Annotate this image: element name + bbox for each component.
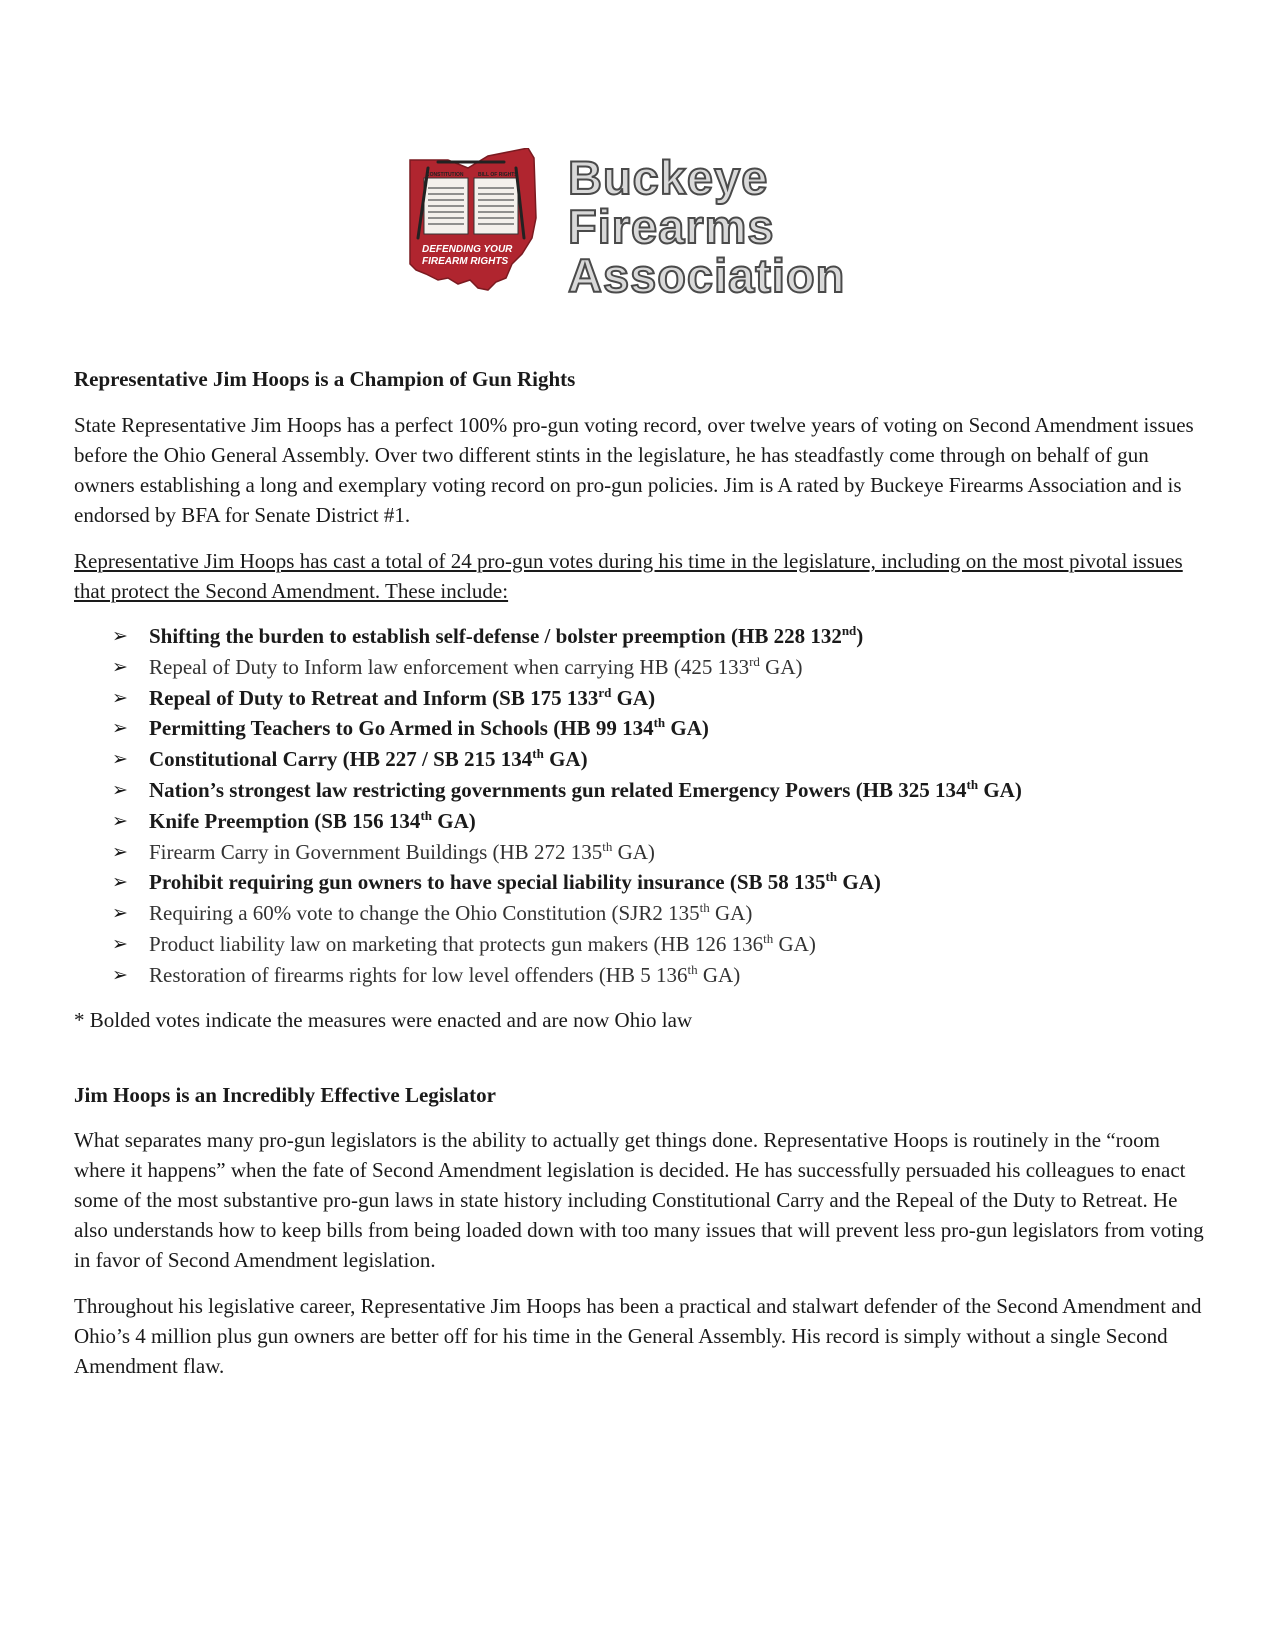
arrow-bullet-icon: ➢ bbox=[112, 717, 128, 740]
arrow-bullet-icon: ➢ bbox=[112, 748, 128, 771]
section-heading-effective: Jim Hoops is an Incredibly Effective Legislator bbox=[74, 1083, 496, 1107]
vote-item bbox=[74, 621, 1204, 652]
vote-item bbox=[74, 837, 1204, 868]
arrow-bullet-icon: ➢ bbox=[112, 840, 128, 863]
vote-item bbox=[74, 806, 1204, 837]
vote-item bbox=[74, 652, 1204, 683]
vote-text: Permitting Teachers to Go Armed in Schools (HB 99 134th GA) bbox=[149, 715, 709, 741]
badge-tagline-1: DEFENDING YOUR bbox=[422, 244, 513, 255]
vote-text: Requiring a 60% vote to change the Ohio Constitution (SJR2 135th GA) bbox=[149, 900, 753, 926]
section-heading-champion: Representative Jim Hoops is a Champion of Gun Rights bbox=[74, 367, 576, 391]
logo-word-buckeye: Buckeye bbox=[568, 151, 769, 204]
vote-text: Restoration of firearms rights for low level offenders (HB 5 136th GA) bbox=[149, 961, 741, 987]
logo-word-firearms: Firearms bbox=[568, 200, 775, 253]
section-effective bbox=[74, 1080, 1204, 1381]
vote-text: Prohibit requiring gun owners to have special liability insurance (SB 58 135th GA) bbox=[149, 869, 881, 895]
vote-item bbox=[74, 867, 1204, 898]
section-champion bbox=[74, 364, 1204, 1035]
arrow-bullet-icon: ➢ bbox=[112, 809, 128, 832]
badge-tagline-2: FIREARM RIGHTS bbox=[422, 256, 509, 267]
effective-paragraph-2: Throughout his legislative career, Representative Jim Hoops has been a practical and stalwart defender of the Second Amendment and Ohio’s 4 million plus gun owners are better off for his time in the General Assembly. His record is simply without a single Second Amendment flaw. bbox=[74, 1294, 1202, 1378]
vote-text: Nation’s strongest law restricting governments gun related Emergency Powers (HB 325 134th GA) bbox=[149, 776, 1022, 802]
arrow-bullet-icon: ➢ bbox=[112, 963, 128, 986]
vote-text: Repeal of Duty to Retreat and Inform (SB 175 133rd GA) bbox=[149, 684, 656, 710]
vote-text: Constitutional Carry (HB 227 / SB 215 134th GA) bbox=[149, 746, 588, 772]
vote-text: Knife Preemption (SB 156 134th GA) bbox=[149, 807, 476, 833]
ohio-badge-emblem bbox=[408, 148, 558, 298]
vote-item bbox=[74, 929, 1204, 960]
buckeye-firearms-logo bbox=[408, 148, 858, 308]
arrow-bullet-icon: ➢ bbox=[112, 932, 128, 955]
vote-text: Firearm Carry in Government Buildings (HB 272 135th GA) bbox=[149, 838, 655, 864]
arrow-bullet-icon: ➢ bbox=[112, 625, 128, 647]
vote-item bbox=[74, 960, 1204, 991]
logo-word-association: Association bbox=[568, 249, 846, 302]
arrow-bullet-icon: ➢ bbox=[112, 686, 128, 709]
vote-item bbox=[74, 683, 1204, 714]
champion-paragraph: State Representative Jim Hoops has a perfect 100% pro-gun voting record, over twelve years of voting on Second Amendment issues before the Ohio General Assembly. Over two different stints in the legislature, he has steadfastly come through on behalf of gun owners establishing a long and exemplary voting record on pro-gun policies. Jim is A rated by Buckeye Firearms Association and is endorsed by BFA for Senate District #1. bbox=[74, 413, 1194, 527]
badge-label-bill-of-rights: BILL OF RIGHTS bbox=[478, 172, 518, 178]
vote-text: Shifting the burden to establish self-defense / bolster preemption (HB 228 132nd) bbox=[149, 623, 864, 648]
arrow-bullet-icon: ➢ bbox=[112, 871, 128, 894]
vote-item bbox=[74, 713, 1204, 744]
vote-item bbox=[74, 775, 1204, 806]
arrow-bullet-icon: ➢ bbox=[112, 902, 128, 925]
vote-item bbox=[74, 744, 1204, 775]
vote-text: Repeal of Duty to Inform law enforcement when carrying HB (425 133rd GA) bbox=[149, 653, 803, 679]
votes-list bbox=[74, 621, 1204, 991]
effective-paragraph-1: What separates many pro-gun legislators is the ability to actually get things done. Representative Hoops is routinely in the “room where it happens” when the fate of Second Amendment legislation is decided. He has successfully persuaded his colleagues to enact some of the most substantive pro-gun laws in state history including Constitutional Carry and the Repeal of the Duty to Retreat. He also understands how to keep bills from being loaded down with too many issues that will prevent less pro-gun legislators from voting in favor of Second Amendment legislation. bbox=[74, 1128, 1204, 1272]
badge-label-constitution: CONSTITUTION bbox=[426, 172, 464, 178]
arrow-bullet-icon: ➢ bbox=[112, 778, 128, 801]
arrow-bullet-icon: ➢ bbox=[112, 655, 128, 678]
votes-footnote: * Bolded votes indicate the measures were enacted and are now Ohio law bbox=[74, 1007, 693, 1032]
votes-intro: Representative Jim Hoops has cast a total of 24 pro-gun votes during his time in the legislature, including on the most pivotal issues that protect the Second Amendment. These include: bbox=[74, 549, 1183, 603]
vote-text: Product liability law on marketing that protects gun makers (HB 126 136th GA) bbox=[149, 930, 816, 956]
vote-item bbox=[74, 898, 1204, 929]
